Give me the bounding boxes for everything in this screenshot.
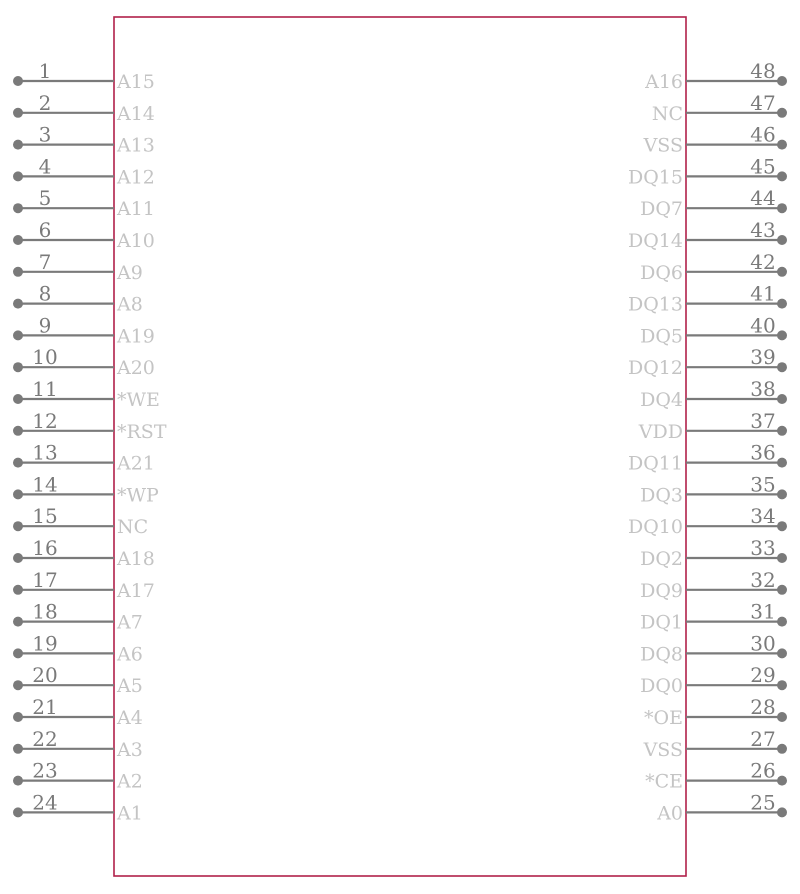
pin-name-label: DQ3 <box>640 484 683 507</box>
pin-number-label: 26 <box>750 758 776 783</box>
pin-number-label: 25 <box>750 790 776 815</box>
pin-endpoint-dot[interactable] <box>777 140 787 150</box>
pin-number-label: 44 <box>750 186 776 211</box>
pin-19 <box>13 631 143 665</box>
pin-endpoint-dot[interactable] <box>777 807 787 817</box>
pin-name-label: DQ0 <box>640 675 683 698</box>
pin-endpoint-dot[interactable] <box>13 553 23 563</box>
pin-6 <box>13 218 155 252</box>
pin-number-label: 46 <box>750 122 776 147</box>
pin-5 <box>13 186 155 220</box>
pin-number-label: 18 <box>32 599 58 624</box>
pin-number-label: 30 <box>750 631 776 656</box>
pin-endpoint-dot[interactable] <box>777 553 787 563</box>
pin-number-label: 48 <box>750 59 776 83</box>
pin-41 <box>628 282 787 316</box>
pin-name-label: A9 <box>117 261 143 284</box>
pin-endpoint-dot[interactable] <box>13 267 23 277</box>
pin-18 <box>13 600 143 634</box>
pin-name-label: DQ11 <box>628 452 683 475</box>
pin-number-label: 33 <box>750 536 776 560</box>
pin-name-label: DQ1 <box>640 611 683 634</box>
pin-endpoint-dot[interactable] <box>777 617 787 627</box>
pin-endpoint-dot[interactable] <box>777 362 787 372</box>
pin-endpoint-dot[interactable] <box>777 108 787 118</box>
left-pin-group <box>13 59 167 824</box>
pin-27 <box>643 727 787 761</box>
pin-34 <box>628 504 787 538</box>
pin-endpoint-dot[interactable] <box>777 489 787 499</box>
pin-endpoint-dot[interactable] <box>13 489 23 499</box>
pin-number-label: 39 <box>750 345 776 370</box>
pin-37 <box>638 409 787 443</box>
pin-number-label: 45 <box>750 154 776 179</box>
pin-number-label: 42 <box>750 249 776 274</box>
pin-name-label: VDD <box>638 420 683 443</box>
pin-name-label: A20 <box>117 357 155 380</box>
pin-name-label: A13 <box>117 134 155 157</box>
pin-43 <box>628 218 787 252</box>
pin-number-label: 35 <box>750 472 776 497</box>
pin-number-label: 5 <box>38 186 52 211</box>
pin-number-label: 16 <box>32 536 58 560</box>
pin-endpoint-dot[interactable] <box>777 330 787 340</box>
pin-number-label: 1 <box>38 59 52 83</box>
pin-name-label: DQ7 <box>640 198 683 221</box>
pin-22 <box>13 727 143 761</box>
pin-name-label: A17 <box>117 579 155 602</box>
pin-number-label: 37 <box>750 408 776 433</box>
pin-name-label: A18 <box>117 548 155 570</box>
pin-number-label: 24 <box>32 790 58 815</box>
pin-endpoint-dot[interactable] <box>777 458 787 468</box>
pin-number-label: 22 <box>32 726 58 751</box>
pin-number-label: 34 <box>750 504 776 529</box>
pin-number-label: 47 <box>750 90 776 115</box>
pin-number-label: 7 <box>38 249 52 274</box>
pin-10 <box>13 345 155 379</box>
pin-endpoint-dot[interactable] <box>13 235 23 245</box>
pin-endpoint-dot[interactable] <box>777 680 787 690</box>
pin-12 <box>13 409 167 443</box>
pin-endpoint-dot[interactable] <box>777 521 787 531</box>
pin-name-label: A11 <box>117 198 155 221</box>
pin-46 <box>643 123 787 157</box>
pin-number-label: 43 <box>750 218 776 242</box>
pin-23 <box>13 759 143 793</box>
pin-name-label: A8 <box>117 293 143 316</box>
pin-name-label: NC <box>651 102 683 125</box>
pin-number-label: 20 <box>32 663 58 688</box>
pin-21 <box>13 695 143 729</box>
pin-33 <box>640 536 787 570</box>
pin-number-label: 28 <box>750 695 776 719</box>
right-pin-group <box>628 59 787 824</box>
pin-endpoint-dot[interactable] <box>13 108 23 118</box>
pin-number-label: 19 <box>32 631 58 656</box>
pin-20 <box>13 663 143 697</box>
pin-number-label: 14 <box>32 472 58 497</box>
pin-number-label: 21 <box>32 695 58 719</box>
pin-name-label: A7 <box>117 611 143 634</box>
pin-endpoint-dot[interactable] <box>13 299 23 309</box>
pin-38 <box>640 377 787 411</box>
pin-endpoint-dot[interactable] <box>777 394 787 404</box>
pin-endpoint-dot[interactable] <box>777 235 787 245</box>
pin-endpoint-dot[interactable] <box>777 76 787 86</box>
pin-endpoint-dot[interactable] <box>777 299 787 309</box>
pin-endpoint-dot[interactable] <box>13 744 23 754</box>
pin-number-label: 36 <box>750 440 776 465</box>
pin-name-label: A10 <box>117 230 155 252</box>
pin-3 <box>13 123 155 157</box>
pin-name-label: A15 <box>117 71 155 93</box>
ic-body-outline <box>114 17 686 876</box>
pin-28 <box>644 695 787 729</box>
pin-endpoint-dot[interactable] <box>13 171 23 181</box>
pin-name-label: DQ14 <box>628 230 683 252</box>
pin-endpoint-dot[interactable] <box>13 330 23 340</box>
pin-name-label: DQ9 <box>640 579 683 602</box>
pin-number-label: 23 <box>32 758 58 783</box>
pin-name-label: *WE <box>117 389 160 411</box>
pin-endpoint-dot[interactable] <box>13 521 23 531</box>
pin-29 <box>640 663 787 697</box>
pin-number-label: 9 <box>38 313 52 338</box>
pin-endpoint-dot[interactable] <box>777 171 787 181</box>
pin-44 <box>640 186 787 220</box>
pin-number-label: 31 <box>750 599 776 624</box>
pin-name-label: DQ2 <box>640 548 683 570</box>
pin-name-label: *RST <box>117 420 167 443</box>
pin-name-label: DQ10 <box>628 516 683 539</box>
pin-1 <box>13 59 155 93</box>
pin-name-label: *WP <box>117 484 159 507</box>
pin-endpoint-dot[interactable] <box>13 776 23 786</box>
pin-name-label: DQ12 <box>628 357 683 380</box>
pin-endpoint-dot[interactable] <box>13 585 23 595</box>
pin-name-label: NC <box>117 516 149 539</box>
pin-26 <box>645 759 787 793</box>
pin-14 <box>13 472 159 506</box>
pin-endpoint-dot[interactable] <box>13 426 23 436</box>
pin-name-label: DQ6 <box>640 261 683 284</box>
pin-48 <box>644 59 787 93</box>
pin-name-label: *OE <box>644 707 683 729</box>
pin-number-label: 38 <box>750 377 776 401</box>
pin-endpoint-dot[interactable] <box>777 426 787 436</box>
pin-name-label: DQ13 <box>628 293 683 316</box>
pin-45 <box>628 154 787 188</box>
pin-number-label: 11 <box>32 377 58 401</box>
pin-endpoint-dot[interactable] <box>13 617 23 627</box>
pin-name-label: A1 <box>117 802 143 825</box>
pin-number-label: 10 <box>32 345 58 370</box>
pin-name-label: DQ8 <box>640 643 683 666</box>
pin-40 <box>640 313 787 347</box>
pin-name-label: A5 <box>117 675 143 698</box>
pin-name-label: VSS <box>643 134 683 157</box>
pin-number-label: 29 <box>750 663 776 688</box>
pin-name-label: A21 <box>117 452 155 475</box>
pin-35 <box>640 472 787 506</box>
pin-endpoint-dot[interactable] <box>777 712 787 722</box>
pin-name-label: A4 <box>117 707 143 729</box>
pin-16 <box>13 536 155 570</box>
pin-name-label: DQ4 <box>640 389 683 411</box>
pin-number-label: 41 <box>750 281 776 306</box>
pin-47 <box>652 91 787 125</box>
pin-name-label: A0 <box>657 802 683 825</box>
pin-endpoint-dot[interactable] <box>13 394 23 404</box>
pin-endpoint-dot[interactable] <box>777 776 787 786</box>
pin-name-label: VSS <box>643 738 683 761</box>
pin-13 <box>13 441 155 475</box>
pin-endpoint-dot[interactable] <box>13 203 23 213</box>
pin-name-label: A6 <box>117 643 143 666</box>
pin-number-label: 8 <box>38 281 52 306</box>
pin-9 <box>13 313 155 347</box>
pin-endpoint-dot[interactable] <box>777 203 787 213</box>
pin-24 <box>13 790 143 824</box>
pin-name-label: A19 <box>117 325 155 348</box>
pin-42 <box>640 250 787 284</box>
pin-endpoint-dot[interactable] <box>13 76 23 86</box>
pin-endpoint-dot[interactable] <box>777 267 787 277</box>
pin-4 <box>13 154 155 188</box>
pin-number-label: 6 <box>38 218 52 242</box>
pin-name-label: *CE <box>645 770 683 793</box>
pin-number-label: 32 <box>750 567 776 592</box>
pin-7 <box>13 250 143 284</box>
pin-endpoint-dot[interactable] <box>13 712 23 722</box>
pin-number-label: 40 <box>750 313 776 338</box>
pin-number-label: 12 <box>32 408 58 433</box>
pin-39 <box>628 345 787 379</box>
pin-32 <box>640 568 787 602</box>
pin-endpoint-dot[interactable] <box>13 680 23 690</box>
pin-endpoint-dot[interactable] <box>777 744 787 754</box>
pin-endpoint-dot[interactable] <box>13 648 23 658</box>
pin-endpoint-dot[interactable] <box>13 807 23 817</box>
pin-17 <box>13 568 155 602</box>
pin-name-label: A3 <box>117 738 143 761</box>
pin-endpoint-dot[interactable] <box>13 458 23 468</box>
pin-36 <box>628 441 787 475</box>
pin-11 <box>13 377 160 411</box>
pin-name-label: A14 <box>117 102 155 125</box>
pin-name-label: A16 <box>645 71 683 93</box>
pin-2 <box>13 91 155 125</box>
pin-number-label: 13 <box>32 440 58 465</box>
pin-name-label: DQ15 <box>628 166 683 189</box>
pin-name-label: A12 <box>117 166 155 189</box>
pin-endpoint-dot[interactable] <box>777 585 787 595</box>
pin-endpoint-dot[interactable] <box>777 648 787 658</box>
pin-number-label: 15 <box>32 504 58 529</box>
pin-name-label: DQ5 <box>640 325 683 348</box>
pin-endpoint-dot[interactable] <box>13 140 23 150</box>
pin-15 <box>13 504 148 538</box>
pin-number-label: 4 <box>38 154 52 179</box>
pin-endpoint-dot[interactable] <box>13 362 23 372</box>
pin-31 <box>640 600 787 634</box>
pin-25 <box>656 790 787 824</box>
pin-8 <box>13 282 143 316</box>
pin-number-label: 2 <box>38 90 52 115</box>
pin-number-label: 3 <box>38 122 52 147</box>
pin-30 <box>640 631 787 665</box>
pin-name-label: A2 <box>117 770 143 793</box>
pin-number-label: 17 <box>32 567 58 592</box>
pin-number-label: 27 <box>750 726 776 751</box>
